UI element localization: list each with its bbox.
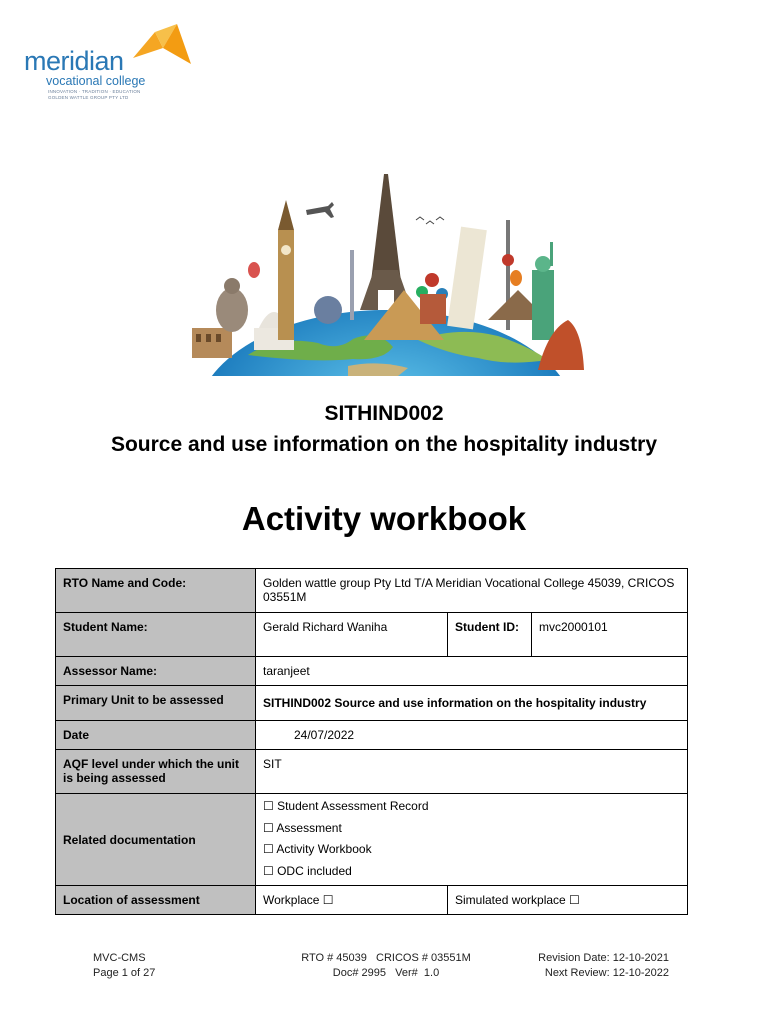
aqf-row: [56, 750, 688, 794]
date-label: Date: [56, 721, 256, 750]
logo-tagline: INNOVATION · TRADITION · EDUCATION: [48, 89, 141, 94]
unit-code-heading: SITHIND002: [324, 402, 444, 425]
related-docs-row: [56, 794, 688, 886]
student-name-label: Student Name:: [56, 613, 256, 657]
document-type-heading: Activity workbook: [241, 500, 527, 537]
primary-unit-row: [56, 686, 688, 721]
assessor-value: taranjeet: [256, 657, 688, 686]
meridian-logo: [22, 22, 192, 102]
rto-label: RTO Name and Code:: [56, 569, 256, 613]
location-simulated-checkbox[interactable]: Simulated workplace ☐: [448, 886, 688, 915]
location-row: [56, 886, 688, 915]
student-name-value: Gerald Richard Waniha: [256, 613, 448, 657]
rto-row: [56, 569, 688, 613]
checkbox-assessment[interactable]: ☐ Assessment: [263, 820, 342, 835]
aqf-value: SIT: [256, 750, 688, 794]
footer-revision-date: Revision Date: 12-10-2021: [538, 952, 669, 964]
assessor-label: Assessor Name:: [56, 657, 256, 686]
logo-wordmark: meridian: [24, 46, 124, 76]
related-docs-label: Related documentation: [56, 794, 256, 886]
logo-subtitle: vocational college: [46, 74, 146, 88]
primary-unit-label: Primary Unit to be assessed: [56, 686, 256, 721]
footer-middle: [291, 951, 481, 981]
logo-company: GOLDEN WATTLE GROUP PTY LTD: [48, 95, 129, 100]
assessor-row: [56, 657, 688, 686]
aqf-label: AQF level under which the unit is being assessed: [56, 750, 256, 794]
footer-doc-version: Doc# 2995 Ver# 1.0: [332, 967, 440, 979]
world-landmarks-globe-illustration: [188, 170, 584, 376]
location-workplace-checkbox[interactable]: Workplace ☐: [256, 886, 448, 915]
footer-page-number: Page 1 of 27: [93, 967, 156, 979]
footer-right: [500, 951, 669, 981]
date-value: 24/07/2022: [256, 721, 688, 750]
checkbox-odc-included[interactable]: ☐ ODC included: [263, 863, 352, 878]
rto-value: Golden wattle group Pty Ltd T/A Meridian Vocational College 45039, CRICOS 03551M: [256, 569, 688, 613]
checkbox-activity-workbook[interactable]: ☐ Activity Workbook: [263, 842, 372, 856]
footer-left: [93, 951, 155, 981]
assessment-info-table: [55, 568, 688, 915]
checkbox-student-assessment-record[interactable]: ☐ Student Assessment Record: [263, 799, 429, 813]
student-id-label: Student ID:: [448, 613, 532, 657]
footer-next-review: Next Review: 12-10-2022: [544, 967, 669, 979]
footer-doc-system: MVC-CMS: [93, 952, 146, 964]
date-row: [56, 721, 688, 750]
logo-bird-icon: [133, 24, 193, 70]
student-row: [56, 613, 688, 657]
unit-title-heading: Source and use information on the hospitality industry: [110, 433, 658, 456]
primary-unit-value: SITHIND002 Source and use information on the hospitality industry: [256, 686, 688, 721]
footer-rto-cricos: RTO # 45039 CRICOS # 03551M: [301, 952, 471, 964]
related-docs-list: [256, 794, 688, 886]
student-id-value: mvc2000101: [532, 613, 688, 657]
location-label: Location of assessment: [56, 886, 256, 915]
